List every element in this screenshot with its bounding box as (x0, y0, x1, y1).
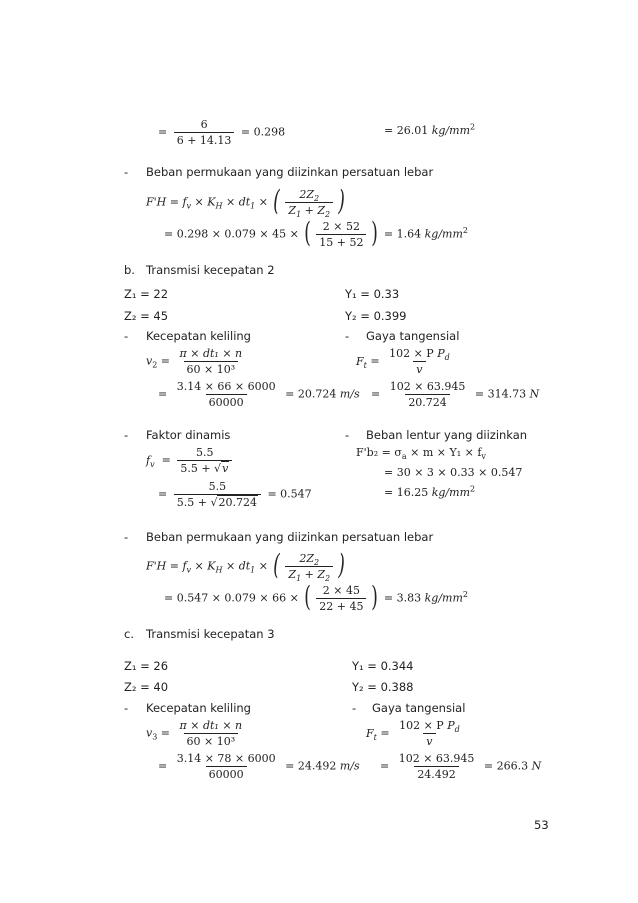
eq-fh-formula: $F'H = f_v \times K_H \times dt_1$ × ( $2Z_2$ $Z_1 + Z_2$ ) (146, 184, 345, 220)
frac-num: 3.14 × 66 × 6000 (176, 380, 276, 393)
b-v-formula: $v_2$ = $\frac{\text{π × dt₁ × n}}{\text{60 × 10³}}$ (146, 347, 248, 376)
frac-den: 20.724 (405, 394, 450, 409)
frac-den: 5.5 + (176, 496, 211, 509)
heading-beban-lentur: Beban lentur yang diizinkan (366, 428, 528, 442)
c-v-formula: $v_3$ = $\frac{\text{π × dt₁ × n}}{\text{60 × 10³}}$ (146, 719, 248, 748)
frac-num: 3.14 × 78 × 6000 (176, 752, 276, 765)
unit: m/s (339, 387, 360, 401)
formula-text: × m × Y₁ × f (406, 446, 482, 459)
unit: N (531, 759, 542, 773)
frac-num: 2Z (299, 552, 315, 565)
dash: - (124, 530, 129, 544)
unit: N (529, 387, 540, 401)
result: = 266.3 (483, 759, 529, 773)
b-y1: Y₁ = 0.33 (345, 287, 400, 301)
formula-text: F'H = f (146, 559, 187, 573)
b-z2: Z₂ = 45 (124, 309, 169, 323)
dash: - (352, 701, 357, 715)
frac-den: 60000 (206, 766, 247, 781)
formula-text: = 0.547 × 0.079 × 66 × (164, 591, 299, 605)
sqrt-content: v (222, 462, 229, 475)
b-ft-formula: $F_t$ = $\frac{102 \times P P_d}{v}$ (356, 347, 450, 376)
frac-den: 60 × 10³ (184, 361, 239, 376)
c-ft-formula: $F_t$ = $\frac{102 \times P P_d}{v}$ (366, 719, 460, 748)
heading-beban-permukaan: Beban permukaan yang diizinkan persatuan lebar (146, 530, 434, 544)
section-title-c: Transmisi kecepatan 3 (146, 627, 275, 641)
b-y2: Y₂ = 0.399 (345, 309, 407, 323)
frac-den: 24.492 (414, 766, 459, 781)
b-ft-value: = $\frac{102 \times 63.945}{20.724}$ = 314.73 N (371, 380, 540, 409)
frac-num: 2 × 52 (322, 220, 360, 233)
unit: kg/mm (424, 227, 463, 241)
dash: - (345, 428, 350, 442)
sqrt-content: 20.724 (218, 496, 257, 509)
b-fb-line2: = 30 × 3 × 0.33 × 0.547 (384, 466, 523, 479)
c-ft-value: = $\frac{102 \times 63.945}{24.492}$ = 266.3 N (380, 752, 542, 781)
result: = 0.298 (240, 125, 286, 139)
c-y2: Y₂ = 0.388 (352, 680, 414, 694)
frac-num: π × dt₁ × n (179, 347, 243, 360)
b-fb-line1: $F'b_2 = \sigma_a \times m \times Y_1 \times f_v$ (356, 446, 486, 462)
frac-den: v (413, 361, 425, 376)
eq-top-right: = 26.01 $kg/mm^2$ (384, 122, 476, 137)
frac-den: v (423, 733, 435, 748)
formula-text: F'b₂ = σ (356, 446, 402, 459)
formula-text: = 0.298 × 0.079 × 45 × (164, 227, 299, 241)
eq-fh-value: = 0.298 × 0.079 × 45 × ( $\frac{2 \times 52}{15 + 52}$ ) = 1.64 $kg/mm^2$ (164, 216, 469, 249)
heading-kecepatan-keliling: Kecepatan keliling (146, 701, 251, 715)
heading-kecepatan-keliling: Kecepatan keliling (146, 329, 251, 343)
unit: m/s (339, 759, 360, 773)
section-label-c: c. (124, 627, 134, 641)
result: = 0.547 (267, 487, 312, 501)
frac-den: 60000 (206, 394, 247, 409)
b-fv-value: = $\frac{5.5}{5.5 + √20.724}$ = 0.547 (158, 480, 312, 509)
frac-num: 2Z (299, 188, 315, 201)
frac-num: 102 × 63.945 (398, 752, 475, 765)
dash: - (124, 701, 129, 715)
frac-den: 5.5 + (180, 462, 215, 475)
dash: - (124, 165, 129, 179)
c-v-value: = $\frac{3.14 \times 78 \times 6000}{60000}$ = 24.492 m/s (158, 752, 360, 781)
section-title-b: Transmisi kecepatan 2 (146, 263, 275, 277)
frac-den: 15 + 52 (316, 234, 366, 249)
frac-num: 102 × 63.945 (389, 380, 466, 393)
unit: kg/mm (424, 591, 463, 605)
frac-num: 6 (200, 118, 208, 131)
c-z2: Z₂ = 40 (124, 680, 169, 694)
eq-fh2-value: = 0.547 × 0.079 × 66 × ( $\frac{2 \times 45}{22 + 45}$ ) = 3.83 $kg/mm^2$ (164, 580, 469, 613)
frac-den: 60 × 10³ (184, 733, 239, 748)
frac-den: 22 + 45 (316, 598, 366, 613)
frac-num: 5.5 (208, 480, 227, 493)
c-y1: Y₁ = 0.344 (352, 659, 414, 673)
dash: - (345, 329, 350, 343)
heading-gaya-tangensial: Gaya tangensial (366, 329, 460, 343)
eq-top-left: = $\frac{6}{6 + 14.13}$ = 0.298 (158, 118, 286, 147)
frac-num: π × dt₁ × n (179, 719, 243, 732)
result: = 3.83 (383, 591, 422, 605)
formula-text: F'H = f (146, 195, 187, 209)
frac-num: 102 × P (389, 347, 434, 360)
frac-den: 6 + 14.13 (174, 132, 235, 147)
heading-gaya-tangensial: Gaya tangensial (372, 701, 466, 715)
b-v-value: = $\frac{3.14 \times 66 \times 6000}{60000}$ = 20.724 m/s (158, 380, 360, 409)
page-number: 53 (534, 818, 549, 832)
result: = 1.64 (383, 227, 422, 241)
result: = 24.492 (285, 759, 337, 773)
section-label-b: b. (124, 263, 135, 277)
heading-faktor-dinamis: Faktor dinamis (146, 428, 231, 442)
result: = 314.73 (474, 387, 527, 401)
b-fv-formula: $f_v$ = $\frac{5.5}{5.5 + √v}$ (146, 446, 235, 475)
b-fb-line3: = 16.25 $kg/mm^2$ (384, 484, 476, 499)
eq-fh2-formula: $F'H = f_v \times K_H \times dt_1$ × ( $2Z_2$ $Z_1 + Z_2$ ) (146, 548, 345, 584)
result: = 20.724 (285, 387, 337, 401)
result: = 16.25 (384, 486, 429, 499)
unit: kg/mm (431, 486, 470, 499)
c-z1: Z₁ = 26 (124, 659, 169, 673)
result: = 26.01 (384, 124, 429, 137)
frac-num: 2 × 45 (322, 584, 360, 597)
dash: - (124, 428, 129, 442)
heading-beban-permukaan: Beban permukaan yang diizinkan persatuan lebar (146, 165, 434, 179)
frac-num: 102 × P (399, 719, 444, 732)
frac-num: 5.5 (196, 446, 214, 459)
dash: - (124, 329, 129, 343)
b-z1: Z₁ = 22 (124, 287, 169, 301)
unit: kg/mm (431, 124, 470, 137)
